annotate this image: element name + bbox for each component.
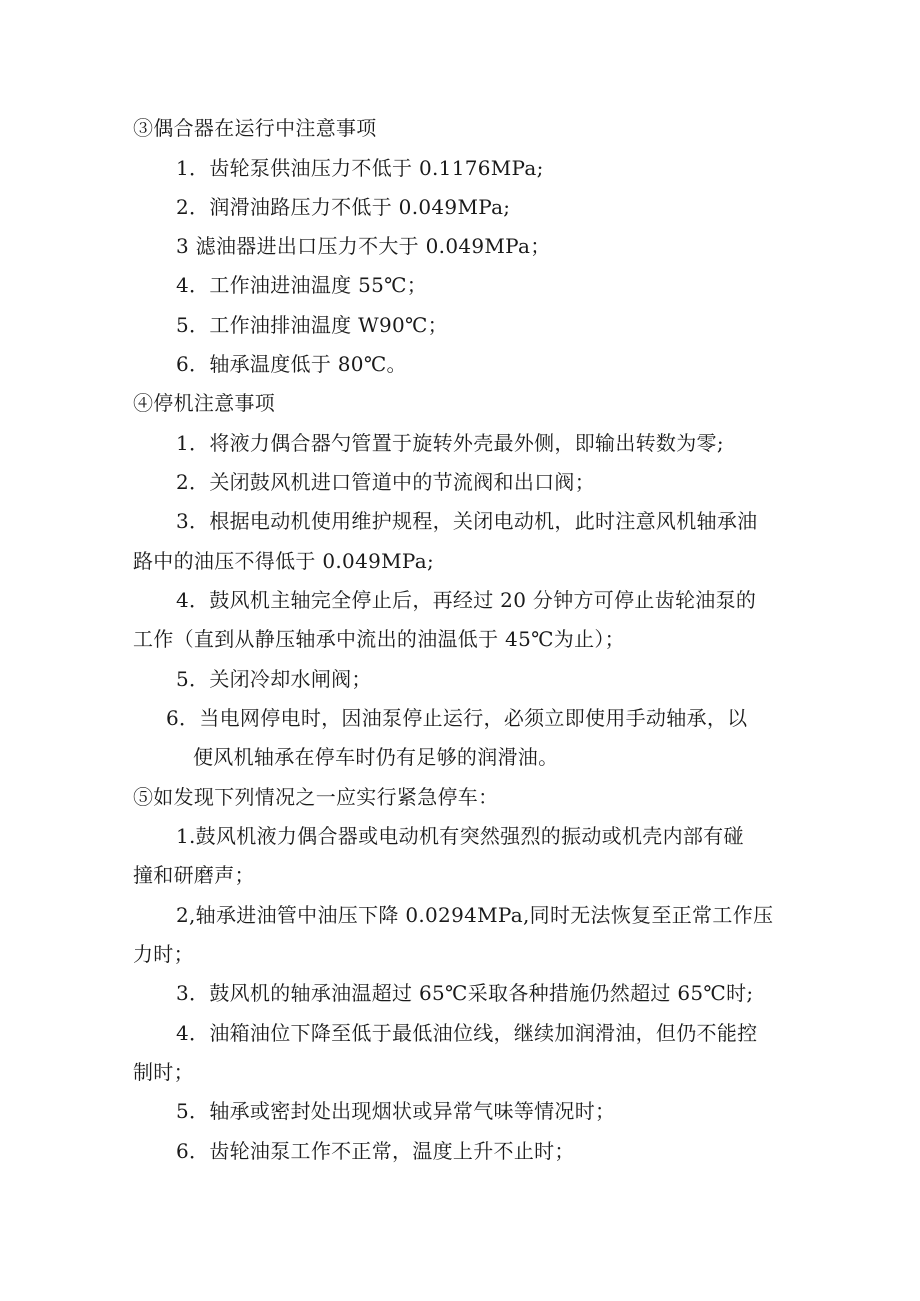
section-5-item-1-cont: 撞和研磨声； xyxy=(133,863,255,887)
section-4-item-5: 5．关闭冷却水闸阀； xyxy=(176,667,372,691)
section-5-item-6: 6．齿轮油泵工作不正常，温度上升不止时； xyxy=(176,1139,575,1163)
section-3-item-5: 5．工作油排油温度 W90℃； xyxy=(176,313,448,337)
section-4-heading: ④停机注意事项 xyxy=(133,391,276,415)
section-5-item-3: 3．鼓风机的轴承油温超过 65℃采取各种措施仍然超过 65℃时; xyxy=(176,981,754,1005)
section-3-item-3: 3 滤油器进出口压力不大于 0.049MPa； xyxy=(176,234,551,258)
section-5-item-1: 1.鼓风机液力偶合器或电动机有突然强烈的振动或机壳内部有碰 xyxy=(176,824,744,848)
section-5-item-2: 2,轴承进油管中油压下降 0.0294MPa,同时无法恢复至正常工作压 xyxy=(176,903,774,927)
section-3-heading: ③偶合器在运行中注意事项 xyxy=(133,116,377,140)
section-4-item-6-cont: 便风机轴承在停车时仍有足够的润滑油。 xyxy=(193,745,559,769)
section-5-heading: ⑤如发现下列情况之一应实行紧急停车： xyxy=(133,785,499,809)
section-4-item-3-cont: 路中的油压不得低于 0.049MPa; xyxy=(133,549,435,573)
section-4-item-1: 1．将液力偶合器勺管置于旋转外壳最外侧，即输出转数为零; xyxy=(176,431,724,455)
section-4-item-6: 6．当电网停电时，因油泵停止运行，必须立即使用手动轴承，以 xyxy=(166,706,748,730)
section-5-item-4-cont: 制时； xyxy=(133,1060,194,1084)
section-5-item-4: 4．油箱油位下降至低于最低油位线，继续加润滑油，但仍不能控 xyxy=(176,1021,758,1045)
section-5-item-5: 5．轴承或密封处出现烟状或异常气味等情况时； xyxy=(176,1099,616,1123)
section-4-item-3: 3．根据电动机使用维护规程，关闭电动机，此时注意风机轴承油 xyxy=(176,509,758,533)
section-3-item-6: 6．轴承温度低于 80℃。 xyxy=(176,352,407,376)
section-5-item-2-cont: 力时； xyxy=(133,942,194,966)
section-3-item-1: 1．齿轮泵供油压力不低于 0.1176MPa; xyxy=(176,156,544,180)
section-4-item-2: 2．关闭鼓风机进口管道中的节流阀和出口阀； xyxy=(176,470,596,494)
section-3-item-4: 4．工作油进油温度 55℃； xyxy=(176,273,428,297)
section-4-item-4-cont: 工作（直到从静压轴承中流出的油温低于 45℃为止）； xyxy=(133,627,625,651)
section-4-item-4: 4．鼓风机主轴完全停止后，再经过 20 分钟方可停止齿轮油泵的 xyxy=(176,588,757,612)
section-3-item-2: 2．润滑油路压力不低于 0.049MPa; xyxy=(176,195,511,219)
